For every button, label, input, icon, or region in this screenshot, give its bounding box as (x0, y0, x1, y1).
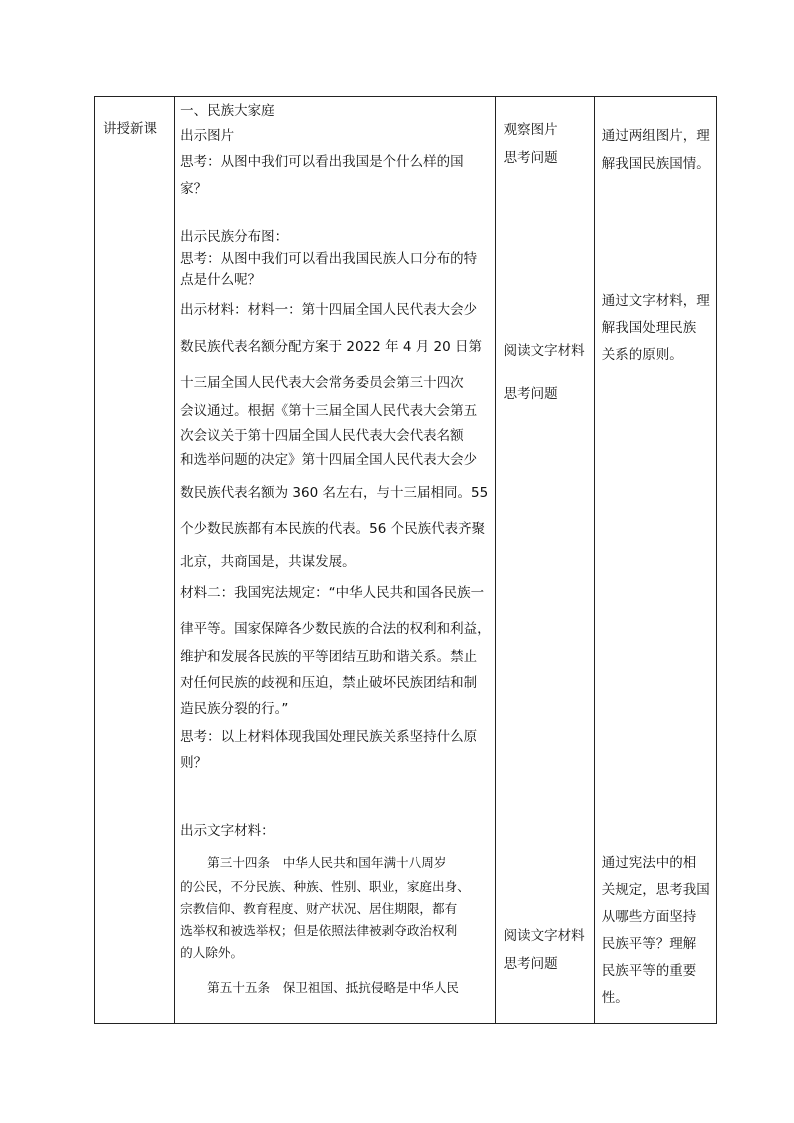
material-line: 出示材料：材料一：第十四届全国人民代表大会少 (180, 302, 478, 318)
material-line: 律平等。国家保障各少数民族的合法的权利和利益， (180, 621, 491, 637)
show-text-label: 出示文字材料： (180, 823, 275, 839)
stage-label: 讲授新课 (103, 121, 157, 137)
article-line: 第五十五条 保卫祖国、抵抗侵略是中华人民 (207, 980, 459, 995)
think-line: 家？ (180, 181, 208, 197)
activity-line: 阅读文字材料 (503, 928, 585, 944)
material-line: 维护和发展各民族的平等团结互助和谐关系。禁止 (180, 649, 478, 665)
intent-cell (594, 97, 716, 1024)
article-line: 第三十四条 中华人民共和国年满十八周岁 (207, 855, 447, 870)
material-line: 和选举问题的决定》第十四届全国人民代表大会少 (180, 452, 478, 468)
think-line: 思考：从图中我们可以看出我国是个什么样的国 (180, 154, 464, 170)
intent-line: 关规定，思考我国 (601, 882, 710, 898)
material-line: 个少数民族都有本民族的代表。56 个民族代表齐聚 (180, 521, 486, 537)
material-line: 会议通过。根据《第十三届全国人民代表大会第五 (180, 403, 478, 419)
material-line: 数民族代表名额为 360 名左右，与十三届相同。55 (180, 485, 489, 501)
lesson-plan-table (94, 96, 717, 1024)
article-line: 的公民，不分民族、种族、性别、职业，家庭出身、 (180, 879, 470, 894)
stage-cell (95, 97, 175, 1024)
material-line: 数民族代表名额分配方案于 2022 年 4 月 20 日第 (180, 339, 482, 355)
activity-cell (495, 97, 594, 1024)
think-line: 思考：从图中我们可以看出我国民族人口分布的特 (180, 251, 478, 267)
think-line: 点是什么呢？ (180, 272, 262, 288)
intent-line: 通过两组图片，理 (601, 128, 710, 144)
think-line: 思考：以上材料体现我国处理民族关系坚持什么原 (180, 729, 478, 745)
intent-line: 民族平等？理解 (601, 936, 697, 952)
section-title: 一、民族大家庭 (180, 103, 275, 119)
activity-line: 思考问题 (503, 386, 558, 402)
material-line: 对任何民族的歧视和压迫，禁止破坏民族团结和制 (180, 675, 478, 691)
activity-line: 思考问题 (503, 150, 558, 166)
activity-line: 观察图片 (503, 122, 558, 138)
intent-line: 解我国处理民族 (601, 320, 697, 336)
material-line: 十三届全国人民代表大会常务委员会第三十四次 (180, 375, 464, 391)
material-line: 材料二：我国宪法规定：“中华人民共和国各民族一 (180, 585, 485, 601)
article-line: 宗教信仰、教育程度、财产状况、居住期限，都有 (180, 901, 458, 916)
intent-line: 民族平等的重要 (601, 963, 697, 979)
article-line: 选举权和被选举权；但是依照法律被剥夺政治权利 (180, 923, 458, 938)
intent-line: 性。 (601, 990, 629, 1006)
show-images-text: 出示图片 (180, 128, 235, 144)
intent-line: 通过文字材料，理 (601, 293, 710, 309)
material-line: 次会议关于第十四届全国人民代表大会代表名额 (180, 428, 464, 444)
intent-line: 通过宪法中的相 (601, 855, 697, 871)
material-line: 造民族分裂的行。” (180, 701, 289, 717)
activity-line: 思考问题 (503, 956, 558, 972)
material-line: 北京，共商国是，共谋发展。 (180, 554, 356, 570)
content-cell (175, 97, 496, 1024)
table-row (95, 97, 717, 1024)
think-line: 则？ (180, 755, 208, 771)
show-map-text: 出示民族分布图： (180, 229, 289, 245)
activity-line: 阅读文字材料 (503, 343, 585, 359)
article-line: 的人除外。 (180, 945, 244, 960)
intent-line: 从哪些方面坚持 (601, 909, 697, 925)
intent-line: 关系的原则。 (601, 347, 683, 363)
intent-line: 解我国民族国情。 (601, 156, 710, 172)
